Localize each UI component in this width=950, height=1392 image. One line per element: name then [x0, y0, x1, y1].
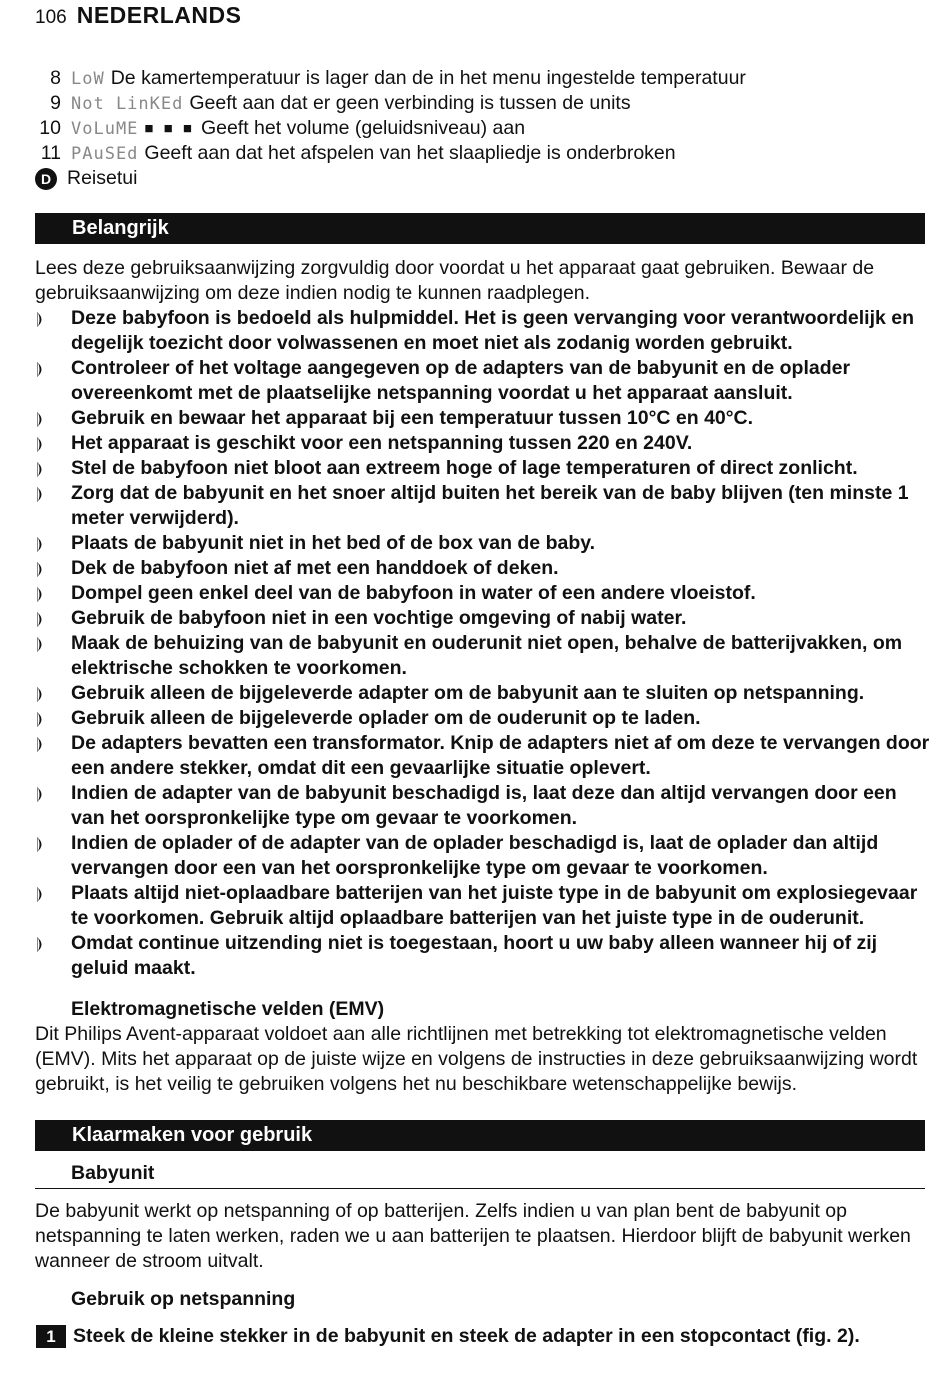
- bullet-text: Stel de babyfoon niet bloot aan extreem hoge of lage temperaturen of direct zonlicht.: [71, 457, 858, 479]
- bullet-text: Deze babyfoon is bedoeld als hulpmiddel. Het is geen vervanging voor verantwoordelijk en degelijk toezicht door volwassenen en moet niet als zodanig worden gebruikt.: [71, 307, 915, 354]
- legend-item: [35, 91, 935, 116]
- list-item: [35, 306, 930, 356]
- list-item: [35, 406, 930, 431]
- list-item: [35, 456, 930, 481]
- bullet-icon: [35, 531, 71, 556]
- step-number-badge: 1: [36, 1325, 66, 1348]
- list-item: [35, 781, 930, 831]
- list-item: [35, 481, 930, 531]
- list-item: [35, 356, 930, 406]
- volume-squares-icon: ■ ■ ■: [144, 120, 195, 137]
- page-number: 106: [35, 7, 67, 28]
- list-item: [35, 931, 930, 981]
- klaarmaken-heading-bar: [35, 1120, 925, 1151]
- legend-number: 10: [39, 117, 61, 139]
- legend-number: 11: [40, 142, 61, 164]
- bullet-text: Plaats altijd niet-oplaadbare batterijen van het juiste type in de babyunit om explosiegevaar te voorkomen. Gebruik altijd oplaadbare batterijen van het juiste type in de ouderunit.: [71, 882, 918, 929]
- bullet-icon: [35, 681, 71, 706]
- lcd-text: VoLuME: [71, 118, 139, 139]
- emv-heading: Elektromagnetische velden (EMV): [71, 998, 385, 1020]
- list-item: [35, 631, 930, 681]
- list-item: [35, 556, 930, 581]
- legend-text: De kamertemperatuur is lager dan de in het menu ingestelde temperatuur: [110, 67, 746, 89]
- heading-rule: [35, 1188, 925, 1189]
- legend-number: 8: [50, 67, 61, 89]
- bullet-icon: [35, 456, 71, 481]
- legend-text: Geeft aan dat er geen verbinding is tussen de units: [189, 92, 631, 114]
- list-item: [35, 831, 930, 881]
- bullet-text: Dompel geen enkel deel van de babyfoon in water of een andere vloeistof.: [71, 582, 756, 604]
- bullet-text: Indien de oplader of de adapter van de oplader beschadigd is, laat de oplader dan altijd vervangen door een van het oorspronkelijke type om gevaar te voorkomen.: [71, 832, 879, 879]
- bullet-icon: [35, 481, 71, 531]
- bullet-text: De adapters bevatten een transformator. Knip de adapters niet af om deze te vervangen door een andere stekker, omdat dit een gevaarlijke situatie oplevert.: [71, 732, 930, 779]
- babyunit-heading: Babyunit: [71, 1162, 155, 1184]
- emv-text: Dit Philips Avent-apparaat voldoet aan alle richtlijnen met betrekking tot elektromagnetische velden (EMV). Mits het apparaat op de juiste wijze en volgens de instructies in deze gebruiksaanwijzing wordt gebruikt, is het veilig te gebruiken volgens het nu beschikbare wetenschappelijke bewijs.: [35, 1023, 918, 1095]
- lcd-text: Not LinKEd: [71, 93, 184, 114]
- legend-number: 9: [50, 92, 61, 114]
- list-item: [35, 706, 930, 731]
- belangrijk-heading-bar: [35, 213, 925, 244]
- list-item: [35, 681, 930, 706]
- legend-text: Reisetui: [67, 167, 138, 189]
- bullet-text: Indien de adapter van de babyunit beschadigd is, laat deze dan altijd vervangen door een van het oorspronkelijke type om gevaar te voorkomen.: [71, 782, 897, 829]
- list-item: [35, 606, 930, 631]
- list-item: [35, 581, 930, 606]
- legend-item: [35, 116, 935, 141]
- bullet-text: Het apparaat is geschikt voor een netspanning tussen 220 en 240V.: [71, 432, 693, 454]
- klaarmaken-title: Klaarmaken voor gebruik: [72, 1124, 313, 1146]
- display-legend: [35, 66, 935, 191]
- belangrijk-intro: Lees deze gebruiksaanwijzing zorgvuldig door voordat u het apparaat gaat gebruiken. Bewaar de gebruiksaanwijzing om deze indien nodig te kunnen raadplegen.: [35, 257, 875, 304]
- bullet-icon: [35, 606, 71, 631]
- legend-item: [35, 141, 935, 166]
- bullet-icon: [35, 831, 71, 881]
- bullet-icon: [35, 581, 71, 606]
- list-item: [35, 881, 930, 931]
- bullet-icon: [35, 306, 71, 356]
- netspanning-heading: Gebruik op netspanning: [71, 1288, 296, 1310]
- legend-text: Geeft het volume (geluidsniveau) aan: [200, 117, 526, 139]
- bullet-icon: [35, 706, 71, 731]
- bullet-icon: [35, 631, 71, 681]
- bullet-icon: [35, 431, 71, 456]
- page-header: [35, 2, 241, 28]
- babyunit-text: De babyunit werkt op netspanning of op batterijen. Zelfs indien u van plan bent de babyunit op netspanning te laten werken, raden we u aan batterijen te plaatsen. Hierdoor blijft de babyunit werken wanneer de stroom uitvalt.: [35, 1200, 911, 1272]
- section-title: NEDERLANDS: [76, 2, 242, 28]
- bullet-icon: [35, 881, 71, 931]
- list-item: [35, 431, 930, 456]
- bullet-icon: [35, 931, 71, 981]
- bullet-text: Gebruik en bewaar het apparaat bij een temperatuur tussen 10°C en 40°C.: [71, 407, 754, 429]
- bullet-icon: [35, 731, 71, 781]
- step-1: [35, 1325, 860, 1348]
- bullet-icon: [35, 356, 71, 406]
- bullet-text: Gebruik alleen de bijgeleverde adapter om de babyunit aan te sluiten op netspanning.: [71, 682, 865, 704]
- bullet-text: Maak de behuizing van de babyunit en ouderunit niet open, behalve de batterijvakken, om elektrische schokken te voorkomen.: [71, 632, 903, 679]
- lcd-text: PAuSEd: [71, 143, 139, 164]
- bullet-icon: [35, 781, 71, 831]
- list-item: [35, 731, 930, 781]
- bullet-icon: [35, 556, 71, 581]
- lcd-text: LoW: [71, 68, 105, 89]
- safety-bullet-list: [35, 306, 930, 981]
- bullet-text: Plaats de babyunit niet in het bed of de box van de baby.: [71, 532, 596, 554]
- bullet-text: Dek de babyfoon niet af met een handdoek of deken.: [71, 557, 559, 579]
- bullet-text: Omdat continue uitzending niet is toegestaan, hoort u uw baby alleen wanneer hij of zij geluid maakt.: [71, 932, 878, 979]
- legend-text: Geeft aan dat het afspelen van het slaapliedje is onderbroken: [144, 142, 676, 164]
- list-item: [35, 531, 930, 556]
- legend-item-d: [35, 166, 935, 191]
- bullet-text: Gebruik de babyfoon niet in een vochtige omgeving of nabij water.: [71, 607, 687, 629]
- belangrijk-title: Belangrijk: [72, 217, 169, 239]
- bullet-icon: [35, 406, 71, 431]
- bullet-text: Zorg dat de babyunit en het snoer altijd buiten het bereik van de baby blijven (ten minste 1 meter verwijderd).: [71, 482, 909, 529]
- step-text: Steek de kleine stekker in de babyunit en steek de adapter in een stopcontact (fig. 2).: [73, 1325, 860, 1347]
- d-marker-icon: D: [35, 168, 57, 190]
- bullet-text: Gebruik alleen de bijgeleverde oplader om de ouderunit op te laden.: [71, 707, 701, 729]
- bullet-text: Controleer of het voltage aangegeven op de adapters van de babyunit en de oplader overeenkomt met de plaatselijke netspanning voordat u het apparaat aansluit.: [71, 357, 851, 404]
- legend-item: [35, 66, 935, 91]
